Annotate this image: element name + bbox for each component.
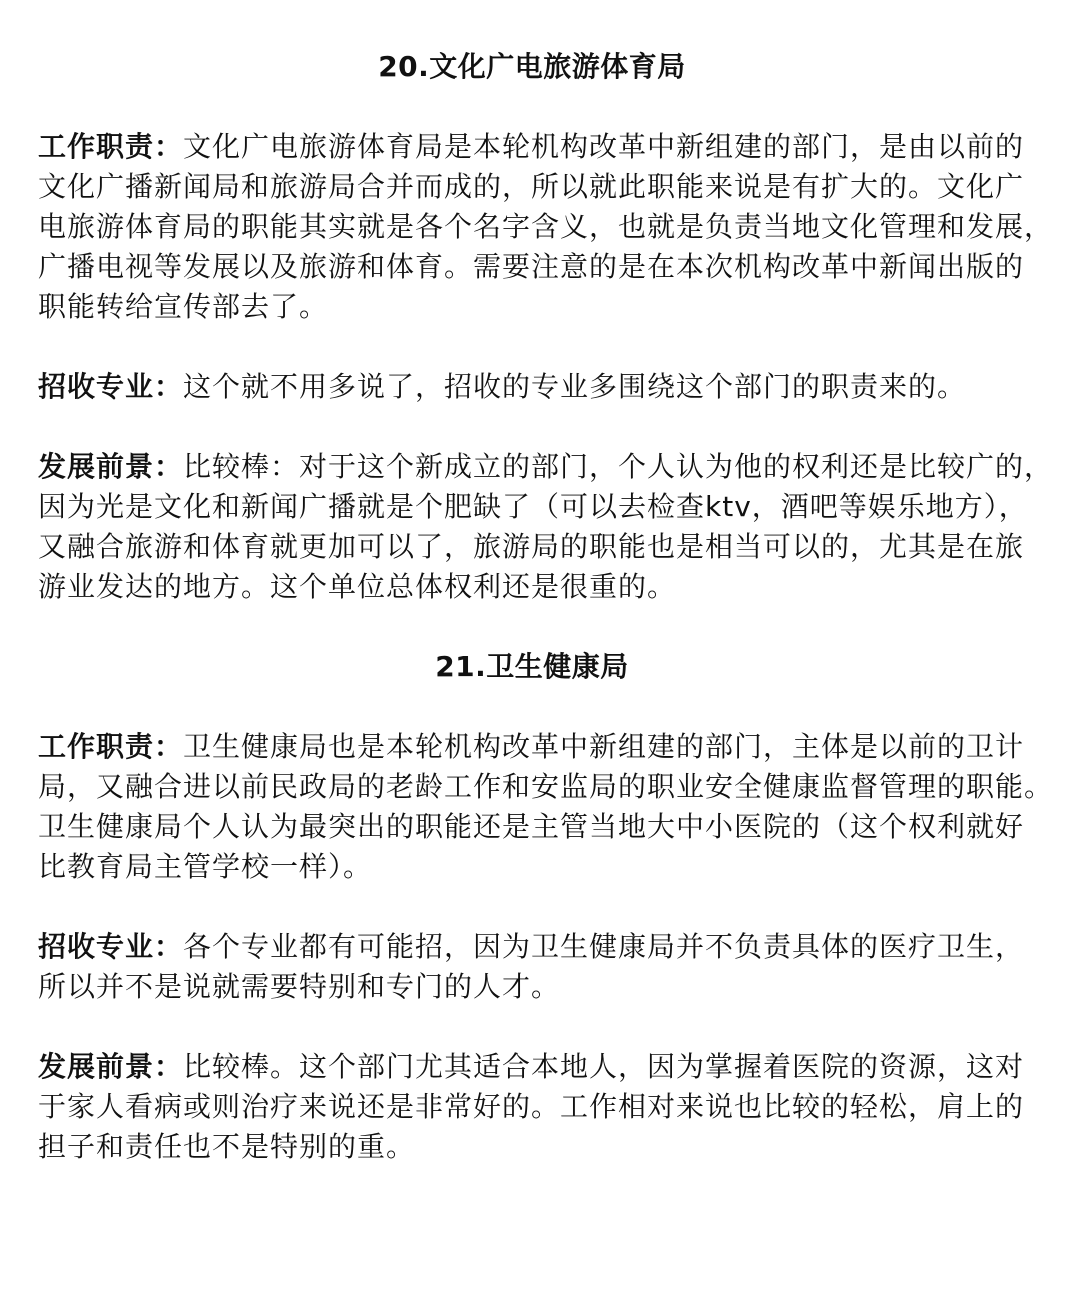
- text-line: 文化广播新闻局和旅游局合并而成的，所以就此职能来说是有扩大的。文化广: [38, 170, 1025, 203]
- document-body: [38, 47, 1068, 1207]
- text-line: 所以并不是说就需要特别和专门的人才。: [38, 970, 561, 1003]
- text-line: [38, 727, 1068, 767]
- section-title: 20.文化广电旅游体育局: [378, 50, 686, 83]
- text-line: 卫生健康局个人认为最突出的职能还是主管当地大中小医院的（这个权利就好: [38, 810, 1025, 843]
- prospects-text: 比较棒。这个部门尤其适合本地人，因为掌握着医院的资源，这对: [183, 1050, 1025, 1083]
- text-line: 游业发达的地方。这个单位总体权利还是很重的。: [38, 570, 677, 603]
- prospects-paragraph: [38, 447, 1068, 607]
- duties-paragraph: [38, 727, 1068, 887]
- text-line: 比教育局主管学校一样）。: [38, 850, 373, 883]
- prospects-paragraph: [38, 1047, 1068, 1167]
- duties-text: 卫生健康局也是本轮机构改革中新组建的部门，主体是以前的卫计: [183, 730, 1025, 763]
- section-title: 21.卫生健康局: [435, 650, 629, 683]
- text-line: [38, 927, 1068, 967]
- duties-label: 工作职责：: [38, 730, 184, 763]
- text-line: 担子和责任也不是特别的重。: [38, 1130, 416, 1163]
- prospects-text: 比较棒：对于这个新成立的部门，个人认为他的权利还是比较广的，: [183, 450, 1054, 483]
- text-line: [38, 1047, 1068, 1087]
- text-line: 又融合旅游和体育就更加可以了，旅游局的职能也是相当可以的，尤其是在旅: [38, 530, 1025, 563]
- majors-label: 招收专业：: [38, 930, 184, 963]
- text-line: 广播电视等发展以及旅游和体育。需要注意的是在本次机构改革中新闻出版的: [38, 250, 1025, 283]
- prospects-label: 发展前景：: [38, 450, 184, 483]
- majors-paragraph: [38, 367, 1068, 407]
- text-line: 局，又融合进以前民政局的老龄工作和安监局的职业安全健康监督管理的职能。: [38, 770, 1054, 803]
- majors-paragraph: [38, 927, 1068, 1007]
- duties-paragraph: [38, 127, 1068, 327]
- majors-text: 这个就不用多说了，招收的专业多围绕这个部门的职责来的。: [183, 370, 967, 403]
- section-health: [38, 647, 1068, 1167]
- majors-label: 招收专业：: [38, 370, 184, 403]
- majors-text: 各个专业都有可能招，因为卫生健康局并不负责具体的医疗卫生，: [183, 930, 1025, 963]
- duties-text: 文化广电旅游体育局是本轮机构改革中新组建的部门，是由以前的: [183, 130, 1025, 163]
- prospects-label: 发展前景：: [38, 1050, 184, 1083]
- text-line: [38, 447, 1068, 487]
- text-line: 因为光是文化和新闻广播就是个肥缺了（可以去检查ktv，酒吧等娱乐地方），: [38, 490, 1028, 523]
- duties-label: 工作职责：: [38, 130, 184, 163]
- text-line: [38, 367, 1068, 407]
- text-line: 于家人看病或则治疗来说还是非常好的。工作相对来说也比较的轻松，肩上的: [38, 1090, 1025, 1123]
- text-line: 职能转给宣传部去了。: [38, 290, 329, 323]
- section-culture-tourism-sports: [38, 47, 1068, 607]
- text-line: [38, 127, 1068, 167]
- text-line: 电旅游体育局的职能其实就是各个名字含义，也就是负责当地文化管理和发展，: [38, 210, 1054, 243]
